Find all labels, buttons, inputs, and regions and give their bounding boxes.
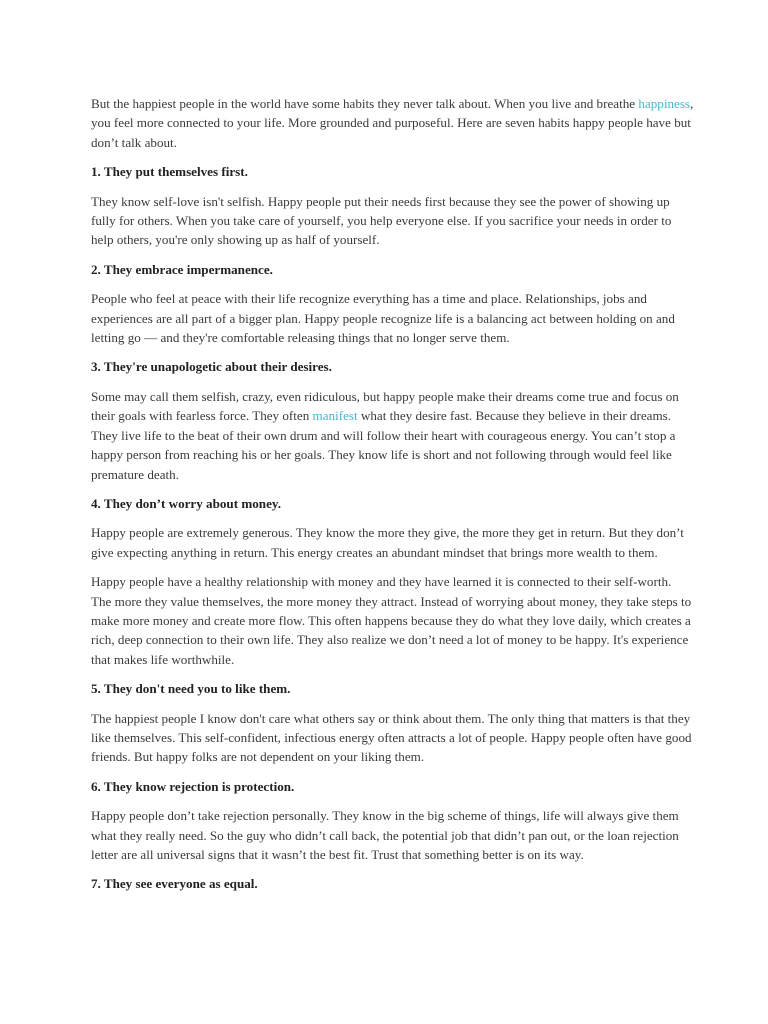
- habit-5-paragraph: The happiest people I know don't care what others say or think about them. The only thing that matters is that they like themselves. This self-confident, infectious energy often attracts a lot of people. Happy people often have good friends. But happy folks are not dependent on your liking them.: [91, 710, 692, 765]
- habit-4-paragraph-1: Happy people are extremely generous. They know the more they give, the more they get in return. But they don’t give expecting anything in return. This energy creates an abundant mindset that brings more wealth to them.: [91, 525, 684, 560]
- habit-3-text-before-link: Some may call them selfish, crazy, even ridiculous, but happy people make their dreams come true and focus on their goals with fearless force. They often: [91, 388, 679, 424]
- heading-habit-1: 1. They put themselves first.: [91, 164, 248, 180]
- intro-paragraph: [91, 94, 694, 152]
- heading-habit-3: 3. They're unapologetic about their desires.: [91, 359, 332, 375]
- heading-habit-5: 5. They don't need you to like them.: [91, 681, 291, 697]
- habit-3-text-after-link: what they desire fast. Because they believe in their dreams. They live life to the beat of their own drum and will follow their heart with courageous energy. You can’t stop a happy person from reaching his or her goals. They know life is short and not following through would feel like premature death.: [91, 408, 676, 482]
- heading-habit-2: 2. They embrace impermanence.: [91, 261, 273, 277]
- heading-habit-6: 6. They know rejection is protection.: [91, 778, 295, 794]
- heading-habit-4: 4. They don’t worry about money.: [91, 495, 281, 511]
- heading-habit-7: 7. They see everyone as equal.: [91, 876, 258, 892]
- habit-4-paragraph-2: Happy people have a healthy relationship with money and they have learned it is connected to their self-worth. The more they value themselves, the more money they attract. Instead of worrying about money, they take steps to make more money and create more flow. This often happens because they do what they love daily, which creates a rich, deep connection to their own life. They also realize we don’t need a lot of money to be happy. It's experience that makes life worthwhile.: [91, 574, 692, 667]
- habit-1-paragraph: They know self-love isn't selfish. Happy people put their needs first because they see the power of showing up fully for others. When you take care of yourself, you help everyone else. If you sacrifice your needs in order to help others, you're only showing up as half of yourself.: [91, 193, 672, 248]
- habit-3-paragraph: [91, 387, 694, 484]
- habit-6-paragraph: Happy people don’t take rejection personally. They know in the big scheme of things, life will always give them what they really need. So the guy who didn’t call back, the potential job that didn’t pan out, or the loan rejection letter are all universal signs that it wasn’t the best fit. Trust that something better is on its way.: [91, 808, 679, 862]
- intro-text-before-link: But the happiest people in the world have some habits they never talk about. When you live and breathe: [91, 96, 639, 111]
- happiness-link[interactable]: happiness: [638, 96, 691, 111]
- intro-text-after-link: , you feel more connected to your life. More grounded and purposeful. Here are seven habits happy people have but don’t talk about.: [91, 96, 694, 150]
- habit-2-paragraph: People who feel at peace with their life recognize everything has a time and place. Relationships, jobs and experiences are all part of a bigger plan. Happy people recognize life is a balancing act between holding on and letting go — and they're comfortable releasing things that no longer serve them.: [91, 291, 675, 346]
- manifest-link[interactable]: manifest: [312, 408, 358, 424]
